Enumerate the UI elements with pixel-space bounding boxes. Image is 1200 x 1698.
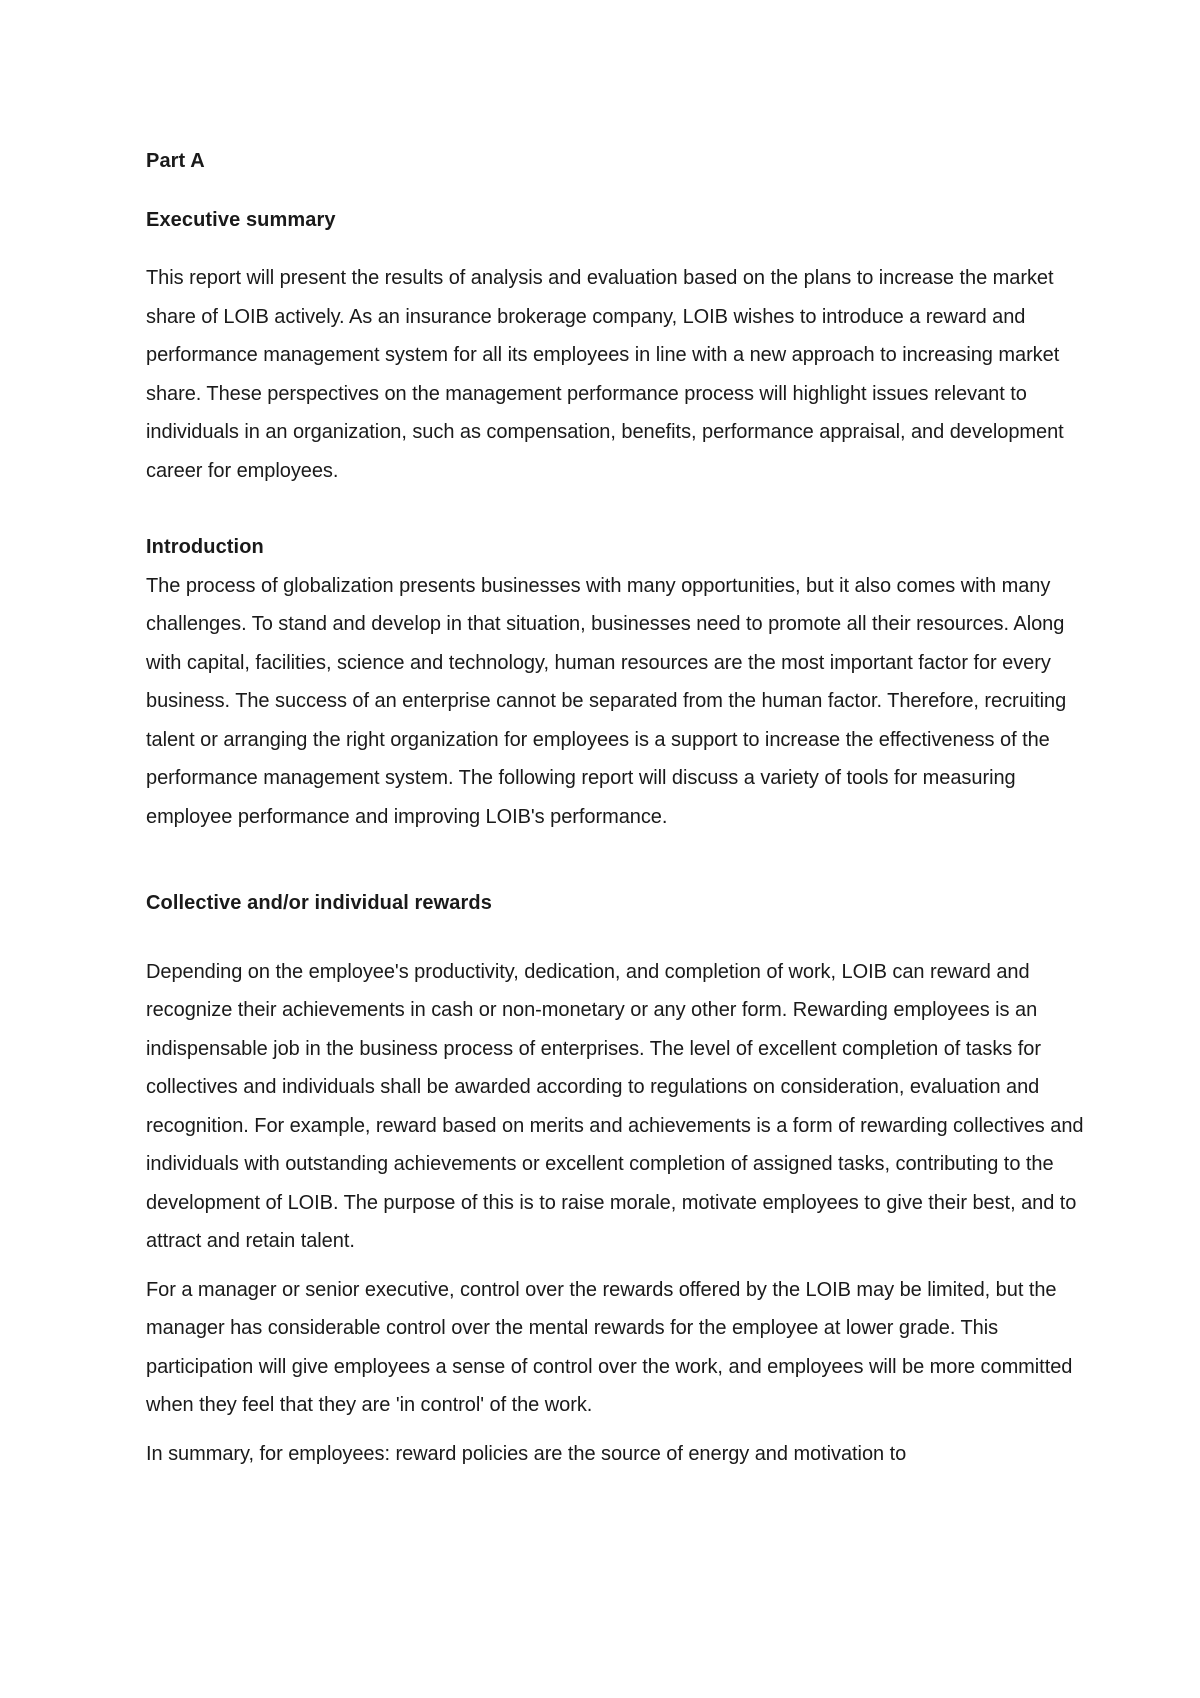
introduction-paragraph: The process of globalization presents businesses with many opportunities, but it also comes with many challenges. To stand and develop in that situation, businesses need to promote all their resources. Along with capital, facilities, science and technology, human resources are the most important factor for every business. The success of an enterprise cannot be separated from the human factor. Therefore, recruiting talent or arranging the right organization for employees is a support to increase the effectiveness of the performance management system. The following report will discuss a variety of tools for measuring employee performance and improving LOIB's performance. xyxy=(146,574,1067,828)
part-title: Part A xyxy=(146,150,205,172)
executive-summary-heading: Executive summary xyxy=(146,208,336,231)
rewards-paragraph-1: Depending on the employee's productivity, dedication, and completion of work, LOIB can reward and recognize their achievements in cash or non-monetary or any other form. Rewarding employees is an indispensable job in the business process of enterprises. The level of excellent completion of tasks for collectives and individuals shall be awarded according to regulations on consideration, evaluation and recognition. For example, reward based on merits and achievements is a form of rewarding collectives and individuals with outstanding achievements or excellent completion of assigned tasks, contributing to the development of LOIB. The purpose of this is to raise morale, motivate employees to give their best, and to attract and retain talent. xyxy=(146,960,1084,1252)
rewards-paragraph-2: For a manager or senior executive, control over the rewards offered by the LOIB may be limited, but the manager has considerable control over the mental rewards for the employee at lower grade. This participation will give employees a sense of control over the work, and employees will be more committed when they feel that they are 'in control' of the work. xyxy=(146,1278,1073,1416)
introduction-heading: Introduction xyxy=(146,536,264,558)
rewards-heading: Collective and/or individual rewards xyxy=(146,892,492,914)
document-body xyxy=(146,142,1086,1473)
executive-summary-paragraph: This report will present the results of analysis and evaluation based on the plans to increase the market share of LOIB actively. As an insurance brokerage company, LOIB wishes to introduce a reward and performance management system for all its employees in line with a new approach to increasing market share. These perspectives on the management performance process will highlight issues relevant to individuals in an organization, such as compensation, benefits, performance appraisal, and development career for employees. xyxy=(146,267,1064,482)
rewards-paragraph-3: In summary, for employees: reward policies are the source of energy and motivation to xyxy=(146,1442,907,1465)
